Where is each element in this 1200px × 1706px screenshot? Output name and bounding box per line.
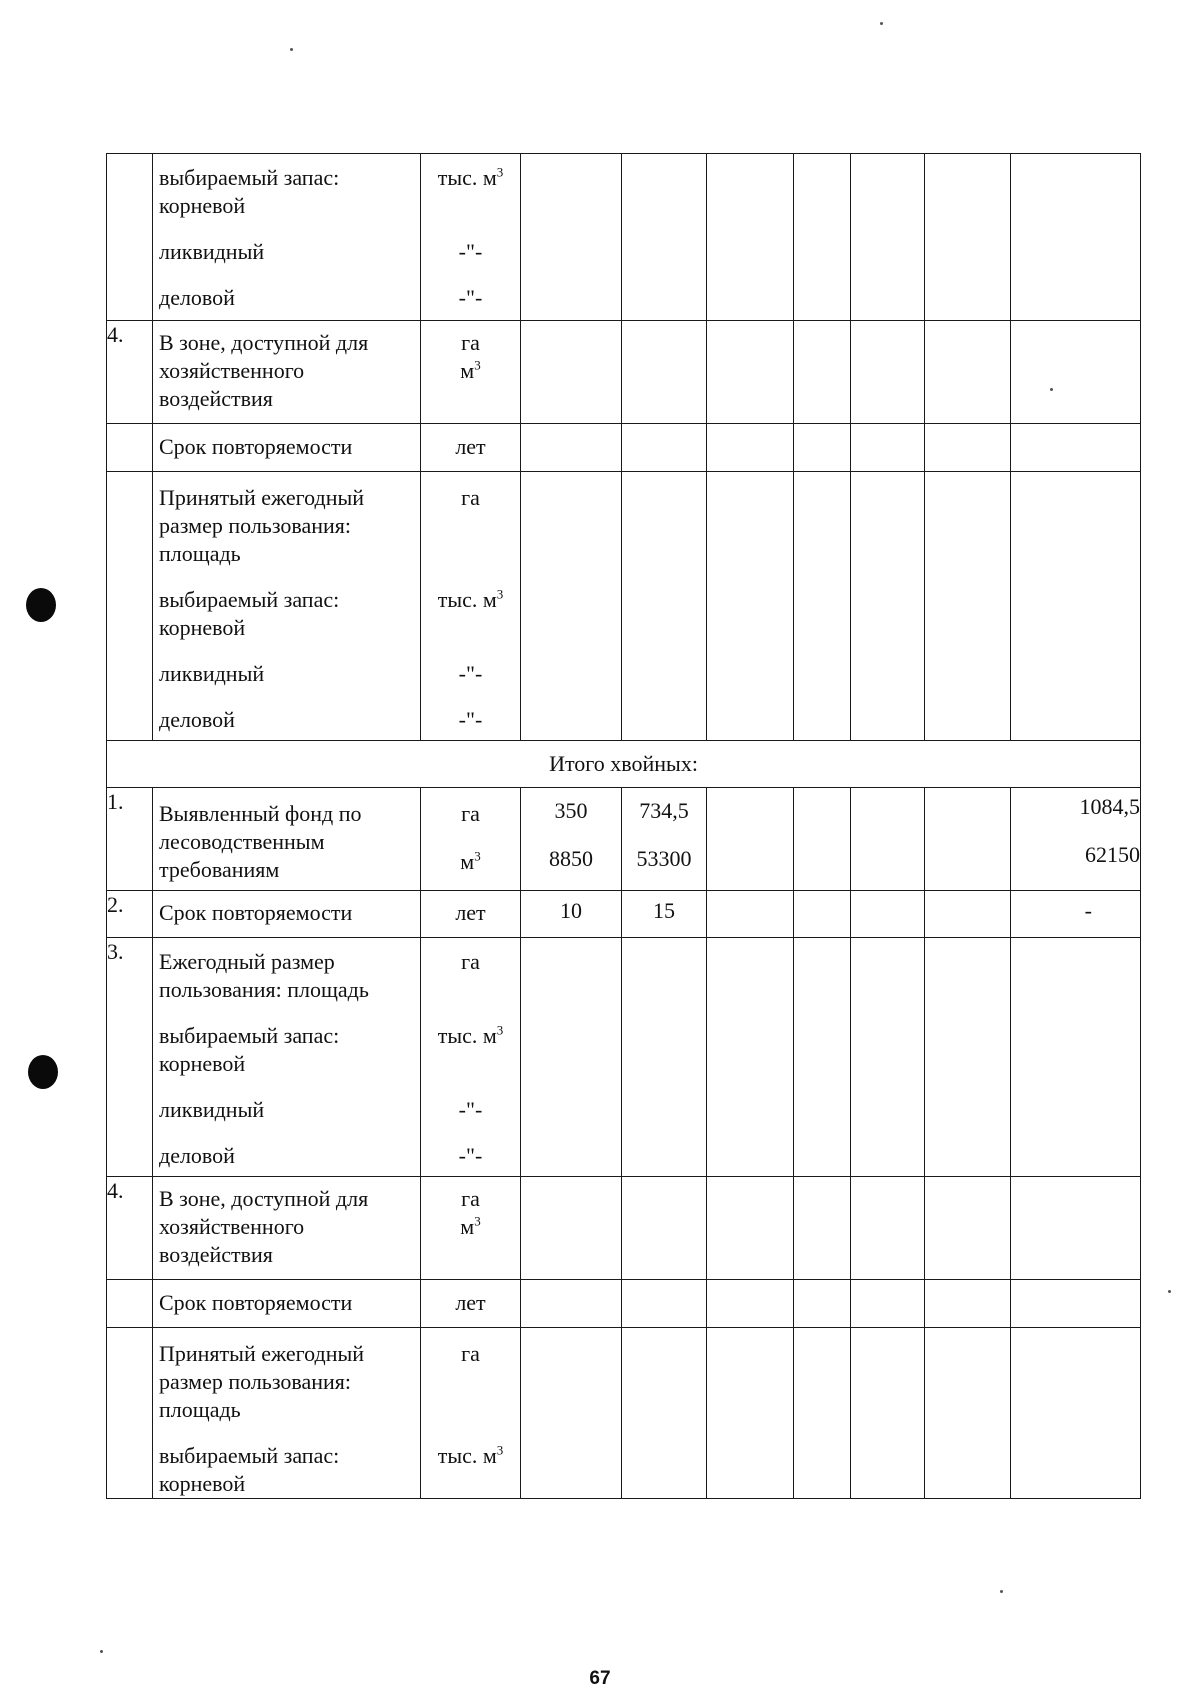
value-cell <box>925 321 1011 424</box>
value-cell <box>707 788 794 891</box>
table-row <box>107 472 1141 741</box>
accepted-use-label: размер пользования: <box>159 1369 352 1394</box>
unit-ditto: -"- <box>458 285 483 310</box>
commercial-stock-label: деловой <box>159 707 235 732</box>
unit-superscript: 3 <box>474 357 481 373</box>
commercial-stock-label: деловой <box>159 1143 235 1168</box>
value-cell <box>707 891 794 938</box>
value-cell <box>622 424 707 472</box>
value-cell <box>925 938 1011 1177</box>
value-cell <box>707 321 794 424</box>
value-cell <box>851 321 925 424</box>
root-stock-label: корневой <box>159 1051 246 1076</box>
page-number: 67 <box>589 1668 611 1689</box>
total-cell <box>1011 1280 1141 1328</box>
description-cell <box>153 1280 421 1328</box>
value-cell <box>707 424 794 472</box>
value-cell <box>622 891 707 938</box>
identified-fund-label: Выявленный фонд по <box>159 801 362 826</box>
unit-ditto: -"- <box>458 1097 483 1122</box>
unit-cell <box>421 1177 521 1280</box>
identified-fund-label: лесоводственным <box>159 829 325 854</box>
value-cell <box>707 1280 794 1328</box>
unit-cell <box>421 891 521 938</box>
accepted-use-label: размер пользования: <box>159 513 352 538</box>
value-cell <box>851 891 925 938</box>
unit-thousand-m3: тыс. м <box>437 1443 497 1468</box>
value-m3: 53300 <box>636 846 692 871</box>
value-cell <box>622 788 707 891</box>
row-number-cell <box>107 1280 153 1328</box>
unit-ha: га <box>461 485 480 510</box>
value-cell <box>521 424 622 472</box>
unit-ditto: -"- <box>458 661 483 686</box>
value-cell <box>794 891 851 938</box>
row-number-cell: 2. <box>107 891 153 938</box>
unit-thousand-m3: тыс. м <box>437 587 497 612</box>
unit-superscript: 3 <box>496 586 504 602</box>
value-cell <box>794 788 851 891</box>
table-row <box>107 1328 1141 1499</box>
value-cell <box>707 154 794 321</box>
total-cell <box>1011 938 1141 1177</box>
total-cell <box>1011 891 1141 938</box>
table-row <box>107 1177 1141 1280</box>
liquid-stock-label: ликвидный <box>159 239 265 264</box>
unit-ditto: -"- <box>458 239 483 264</box>
harvest-stock-label: выбираемый запас: <box>159 165 340 190</box>
accepted-use-label: Принятый ежегодный <box>159 1341 365 1366</box>
value-cell <box>521 321 622 424</box>
zone-label: В зоне, доступной для <box>159 330 369 355</box>
value-cell <box>521 938 622 1177</box>
harvest-stock-label: выбираемый запас: <box>159 1443 340 1468</box>
harvest-stock-label: выбираемый запас: <box>159 1023 340 1048</box>
punch-hole-mark-top <box>26 588 56 622</box>
total-years: - <box>1084 898 1092 923</box>
value-cell <box>925 424 1011 472</box>
value-cell <box>925 1328 1011 1499</box>
unit-cell <box>421 321 521 424</box>
unit-years: лет <box>455 1290 486 1315</box>
table-row <box>107 424 1141 472</box>
unit-cell <box>421 1328 521 1499</box>
value-cell <box>794 938 851 1177</box>
description-cell <box>153 1177 421 1280</box>
row-number-cell: 4. <box>107 321 153 424</box>
unit-superscript: 3 <box>474 848 481 864</box>
table-row <box>107 741 1141 788</box>
row-number-cell <box>107 1328 153 1499</box>
value-cell <box>521 891 622 938</box>
unit-ha: га <box>461 330 480 355</box>
root-stock-label: корневой <box>159 193 246 218</box>
value-cell <box>794 1280 851 1328</box>
zone-label: воздействия <box>159 1242 273 1267</box>
value-cell <box>521 788 622 891</box>
commercial-stock-label: деловой <box>159 285 235 310</box>
scan-speck <box>880 22 883 25</box>
total-m3: 62150 <box>1085 842 1140 867</box>
table-row <box>107 321 1141 424</box>
row-number-cell <box>107 472 153 741</box>
accepted-use-label: Принятый ежегодный <box>159 485 365 510</box>
unit-ha: га <box>461 1186 480 1211</box>
value-cell <box>622 1328 707 1499</box>
unit-superscript: 3 <box>474 1213 481 1229</box>
description-cell <box>153 472 421 741</box>
total-cell <box>1011 424 1141 472</box>
punch-hole-mark-bottom <box>28 1055 58 1089</box>
zone-label: хозяйственного <box>159 358 305 383</box>
description-cell <box>153 891 421 938</box>
total-cell <box>1011 788 1141 891</box>
unit-ditto: -"- <box>458 707 483 732</box>
table-row <box>107 891 1141 938</box>
unit-superscript: 3 <box>496 1022 504 1038</box>
value-cell <box>521 1328 622 1499</box>
value-cell <box>794 154 851 321</box>
unit-years: лет <box>455 900 486 925</box>
value-cell <box>794 472 851 741</box>
unit-ha: га <box>461 1341 480 1366</box>
unit-ditto: -"- <box>458 1143 483 1168</box>
description-cell <box>153 424 421 472</box>
value-cell <box>707 1328 794 1499</box>
value-years: 10 <box>560 898 582 923</box>
annual-use-label: Ежегодный размер <box>159 949 335 974</box>
identified-fund-label: требованиям <box>159 857 280 882</box>
unit-thousand-m3: тыс. м <box>437 1023 497 1048</box>
value-cell <box>622 154 707 321</box>
description-cell <box>153 938 421 1177</box>
description-cell <box>153 321 421 424</box>
liquid-stock-label: ликвидный <box>159 1097 265 1122</box>
value-cell <box>794 321 851 424</box>
value-m3: 8850 <box>549 846 593 871</box>
value-ha: 350 <box>554 798 588 823</box>
value-cell <box>707 938 794 1177</box>
unit-cell <box>421 788 521 891</box>
unit-cell <box>421 424 521 472</box>
zone-label: В зоне, доступной для <box>159 1186 369 1211</box>
scan-speck <box>290 48 293 51</box>
value-years: 15 <box>653 898 675 923</box>
value-cell <box>925 1280 1011 1328</box>
value-cell <box>851 1280 925 1328</box>
unit-superscript: 3 <box>496 164 504 180</box>
value-cell <box>851 1328 925 1499</box>
total-cell <box>1011 472 1141 741</box>
liquid-stock-label: ликвидный <box>159 661 265 686</box>
value-cell <box>925 1177 1011 1280</box>
value-cell <box>622 1177 707 1280</box>
repeat-period-label: Срок повторяемости <box>159 900 353 925</box>
table-row <box>107 1280 1141 1328</box>
value-cell <box>521 472 622 741</box>
root-stock-label: корневой <box>159 615 246 640</box>
value-cell <box>794 424 851 472</box>
value-ha: 734,5 <box>639 798 689 823</box>
value-cell <box>521 154 622 321</box>
value-cell <box>851 1177 925 1280</box>
value-cell <box>521 1177 622 1280</box>
table-row <box>107 154 1141 321</box>
scan-speck <box>1000 1590 1003 1593</box>
total-ha: 1084,5 <box>1079 794 1140 819</box>
repeat-period-label: Срок повторяемости <box>159 434 353 459</box>
total-cell <box>1011 321 1141 424</box>
row-number-cell: 1. <box>107 788 153 891</box>
zone-label: хозяйственного <box>159 1214 305 1239</box>
accepted-use-label: площадь <box>159 541 241 566</box>
value-cell <box>851 472 925 741</box>
total-cell <box>1011 1177 1141 1280</box>
row-number-cell <box>107 424 153 472</box>
unit-cell <box>421 1280 521 1328</box>
unit-m3: м <box>460 1214 475 1239</box>
value-cell <box>794 1177 851 1280</box>
unit-cell <box>421 154 521 321</box>
value-cell <box>794 1328 851 1499</box>
value-cell <box>622 472 707 741</box>
description-cell <box>153 788 421 891</box>
forest-use-table <box>106 153 1141 1499</box>
value-cell <box>925 154 1011 321</box>
zone-label: воздействия <box>159 386 273 411</box>
unit-ha: га <box>461 949 480 974</box>
value-cell <box>851 154 925 321</box>
value-cell <box>851 938 925 1177</box>
unit-m3: м <box>460 358 475 383</box>
value-cell <box>707 1177 794 1280</box>
description-cell <box>153 1328 421 1499</box>
description-cell <box>153 154 421 321</box>
unit-superscript: 3 <box>496 1442 504 1458</box>
row-number-cell: 3. <box>107 938 153 1177</box>
root-stock-label: корневой <box>159 1471 246 1496</box>
value-cell <box>925 891 1011 938</box>
section-header-conifers-total: Итого хвойных: <box>107 741 1141 788</box>
unit-years: лет <box>455 434 486 459</box>
unit-ha: га <box>461 801 480 826</box>
unit-cell <box>421 472 521 741</box>
row-number-cell <box>107 154 153 321</box>
value-cell <box>707 472 794 741</box>
value-cell <box>925 788 1011 891</box>
value-cell <box>622 1280 707 1328</box>
accepted-use-label: площадь <box>159 1397 241 1422</box>
total-cell <box>1011 154 1141 321</box>
value-cell <box>622 321 707 424</box>
scan-speck <box>1168 1290 1171 1293</box>
value-cell <box>925 472 1011 741</box>
row-number-cell: 4. <box>107 1177 153 1280</box>
scan-speck <box>100 1650 103 1653</box>
repeat-period-label: Срок повторяемости <box>159 1290 353 1315</box>
unit-thousand-m3: тыс. м <box>437 165 497 190</box>
total-cell <box>1011 1328 1141 1499</box>
table-row <box>107 938 1141 1177</box>
annual-use-label: пользования: площадь <box>159 977 369 1002</box>
value-cell <box>851 424 925 472</box>
unit-m3: м <box>460 849 475 874</box>
unit-cell <box>421 938 521 1177</box>
value-cell <box>622 938 707 1177</box>
value-cell <box>521 1280 622 1328</box>
table-row <box>107 788 1141 891</box>
value-cell <box>851 788 925 891</box>
harvest-stock-label: выбираемый запас: <box>159 587 340 612</box>
